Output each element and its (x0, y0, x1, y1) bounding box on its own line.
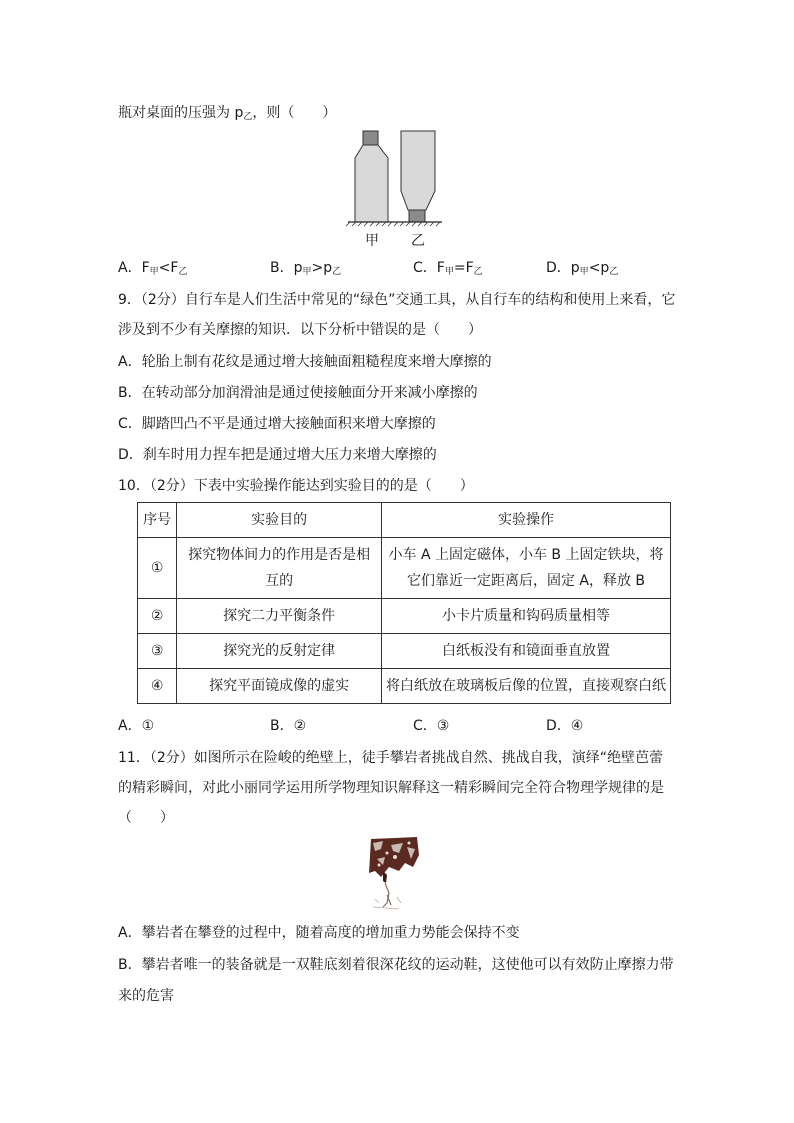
q8-option-b[interactable]: B．$p_甲>p_乙$ (270, 260, 342, 277)
header-index: 序号 (138, 503, 177, 538)
q10-option-d[interactable]: D．④ (546, 718, 584, 734)
q9-stem-line2: 涉及到不少有关摩擦的知识．以下分析中错误的是（ ） (118, 322, 482, 338)
row-operation: 将白纸放在玻璃板后像的位置，直接观察白纸 (382, 669, 671, 704)
q11-option-b-cont: 来的危害 (118, 988, 174, 1004)
row-operation: 小车 A 上固定磁体，小车 B 上固定铁块，将它们靠近一定距离后，固定 A，释放 B (382, 538, 671, 599)
row-index: ④ (138, 669, 177, 704)
row-purpose: 探究物体间力的作用是否是相互的 (177, 538, 382, 599)
q9-option-c[interactable]: C．脚踏凹凸不平是通过增大接触面积来增大摩擦的 (118, 416, 436, 432)
q10-options (118, 716, 678, 736)
table-row (138, 599, 671, 634)
q10-option-b[interactable]: B．② (270, 718, 307, 734)
q10-option-c[interactable]: C．③ (413, 718, 450, 734)
climber-photo (369, 837, 419, 911)
label-yi: 乙 (411, 233, 425, 249)
row-operation: 白纸板没有和镜面垂直放置 (382, 634, 671, 669)
label-jia: 甲 (365, 233, 379, 249)
bottles-figure (345, 128, 445, 250)
q9-option-b[interactable]: B．在转动部分加润滑油是通过使接触面分开来减小摩擦的 (118, 385, 478, 401)
row-index: ② (138, 599, 177, 634)
q11-stem-line3: （ ） (118, 810, 174, 826)
row-purpose: 探究二力平衡条件 (177, 599, 382, 634)
q11-stem-line2: 的精彩瞬间，对此小丽同学运用所学物理知识解释这一精彩瞬间完全符合物理学规律的是 (118, 780, 664, 796)
q8-option-c[interactable]: C．$F_甲=F_乙$ (413, 260, 483, 277)
row-index: ③ (138, 634, 177, 669)
table-surface (346, 222, 442, 226)
header-purpose: 实验目的 (177, 503, 382, 538)
table-row (138, 538, 671, 599)
q8-option-a[interactable]: A．$F_甲<F_乙$ (118, 260, 188, 277)
bottle-inverted (401, 131, 435, 222)
experiment-table (137, 502, 671, 704)
bottle-upright (355, 131, 388, 222)
table-header-row (138, 503, 671, 538)
row-purpose: 探究平面镜成像的虚实 (177, 669, 382, 704)
header-operation: 实验操作 (382, 503, 671, 538)
q11-stem-line1: 11．（2分）如图所示在险峻的绝壁上，徒手攀岩者挑战自然、挑战自我，演绎“绝壁芭蕾 (118, 750, 663, 766)
q11-option-b[interactable]: B．攀岩者唯一的装备就是一双鞋底刻着很深花纹的运动鞋，这使他可以有效防止摩擦力带 (118, 957, 674, 973)
row-operation: 小卡片质量和钩码质量相等 (382, 599, 671, 634)
q11-option-a[interactable]: A．攀岩者在攀登的过程中，随着高度的增加重力势能会保持不变 (118, 925, 520, 941)
q9-stem-line1: 9．（2分）自行车是人们生活中常见的“绿色”交通工具，从自行车的结构和使用上来看，它 (118, 292, 676, 308)
row-index: ① (138, 538, 177, 599)
q10-stem: 10．（2分）下表中实验操作能达到实验目的的是（ ） (118, 478, 474, 494)
q8-option-d[interactable]: D．$p_甲<p_乙$ (546, 260, 619, 277)
row-purpose: 探究光的反射定律 (177, 634, 382, 669)
q8-stem-tail: 瓶对桌面的压强为 $p_乙$，则（ ） (118, 105, 337, 122)
q9-option-d[interactable]: D．刹车时用力捏车把是通过增大压力来增大摩擦的 (118, 447, 437, 463)
table-row (138, 634, 671, 669)
q10-option-a[interactable]: A．① (118, 718, 155, 734)
table-row (138, 669, 671, 704)
q9-option-a[interactable]: A．轮胎上制有花纹是通过增大接触面粗糙程度来增大摩擦的 (118, 354, 492, 370)
q8-options (118, 258, 678, 278)
